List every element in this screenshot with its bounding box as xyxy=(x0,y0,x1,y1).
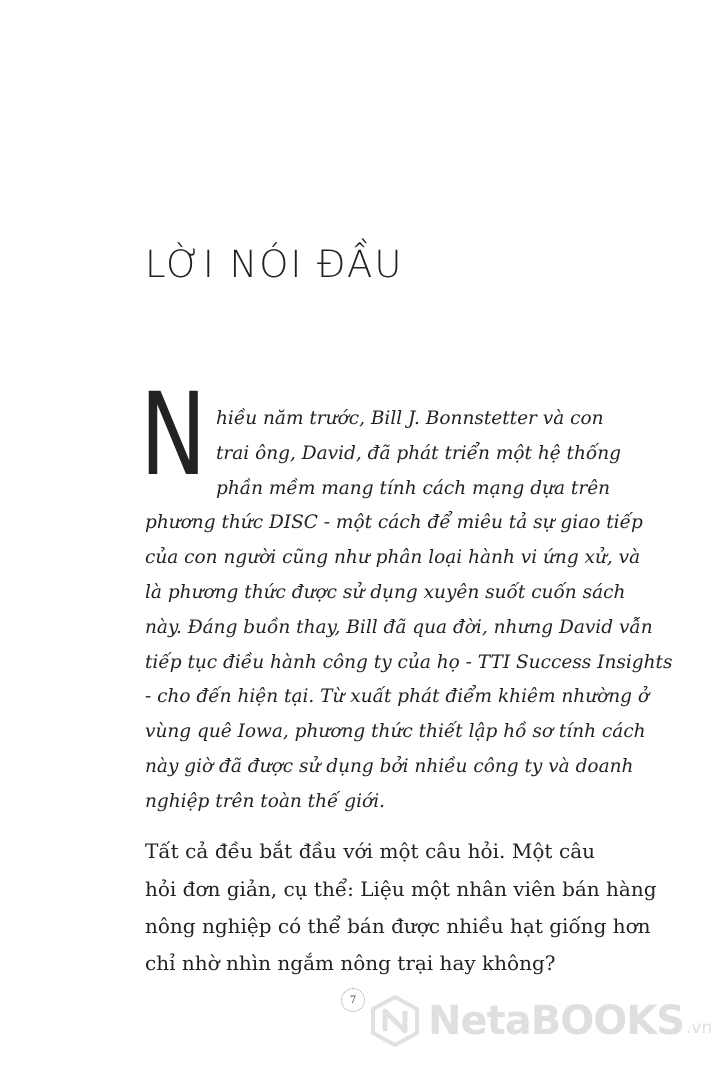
paragraph-1-line: trai ông, David, đã phát triển một hệ thống xyxy=(216,443,621,464)
paragraph-1-line: là phương thức được sử dụng xuyên suốt cuốn sách xyxy=(145,582,626,603)
paragraph-1-line: hiều năm trước, Bill J. Bonnstetter và con xyxy=(216,408,604,429)
paragraph-2-line: hỏi đơn giản, cụ thể: Liệu một nhân viên bán hàng xyxy=(145,877,657,901)
paragraph-2-line: nông nghiệp có thể bán được nhiều hạt giống hơn xyxy=(145,914,651,938)
watermark-suffix: .vn xyxy=(686,1018,712,1038)
chapter-title: LỜI NÓI ĐẦU xyxy=(145,243,404,286)
paragraph-1-line: này. Đáng buồn thay, Bill đã qua đời, nhưng David vẫn xyxy=(145,617,653,638)
watermark-brand: NetaBOOKS xyxy=(428,998,685,1044)
paragraph-1-line: của con người cũng như phân loại hành vi ứng xử, và xyxy=(145,547,641,568)
netabooks-logo-icon xyxy=(368,994,422,1048)
page-number: 7 xyxy=(341,988,365,1012)
paragraph-2-line: chỉ nhờ nhìn ngắm nông trại hay không? xyxy=(145,951,556,975)
paragraph-1-line: - cho đến hiện tại. Từ xuất phát điểm khiêm nhường ở xyxy=(145,686,650,707)
paragraph-2-line: Tất cả đều bắt đầu với một câu hỏi. Một câu xyxy=(145,839,595,863)
watermark xyxy=(368,994,712,1048)
drop-cap: N xyxy=(140,368,207,501)
paragraph-1-line: nghiệp trên toàn thế giới. xyxy=(145,791,385,812)
paragraph-1-line: tiếp tục điều hành công ty của họ - TTI Success Insights xyxy=(145,652,673,673)
paragraph-1-line: phần mềm mang tính cách mạng dựa trên xyxy=(216,478,611,499)
paragraph-1-line: vùng quê Iowa, phương thức thiết lập hồ sơ tính cách xyxy=(145,721,646,742)
paragraph-1-line: phương thức DISC - một cách để miêu tả sự giao tiếp xyxy=(145,512,643,533)
paragraph-1-line: này giờ đã được sử dụng bởi nhiều công ty và doanh xyxy=(145,756,634,777)
